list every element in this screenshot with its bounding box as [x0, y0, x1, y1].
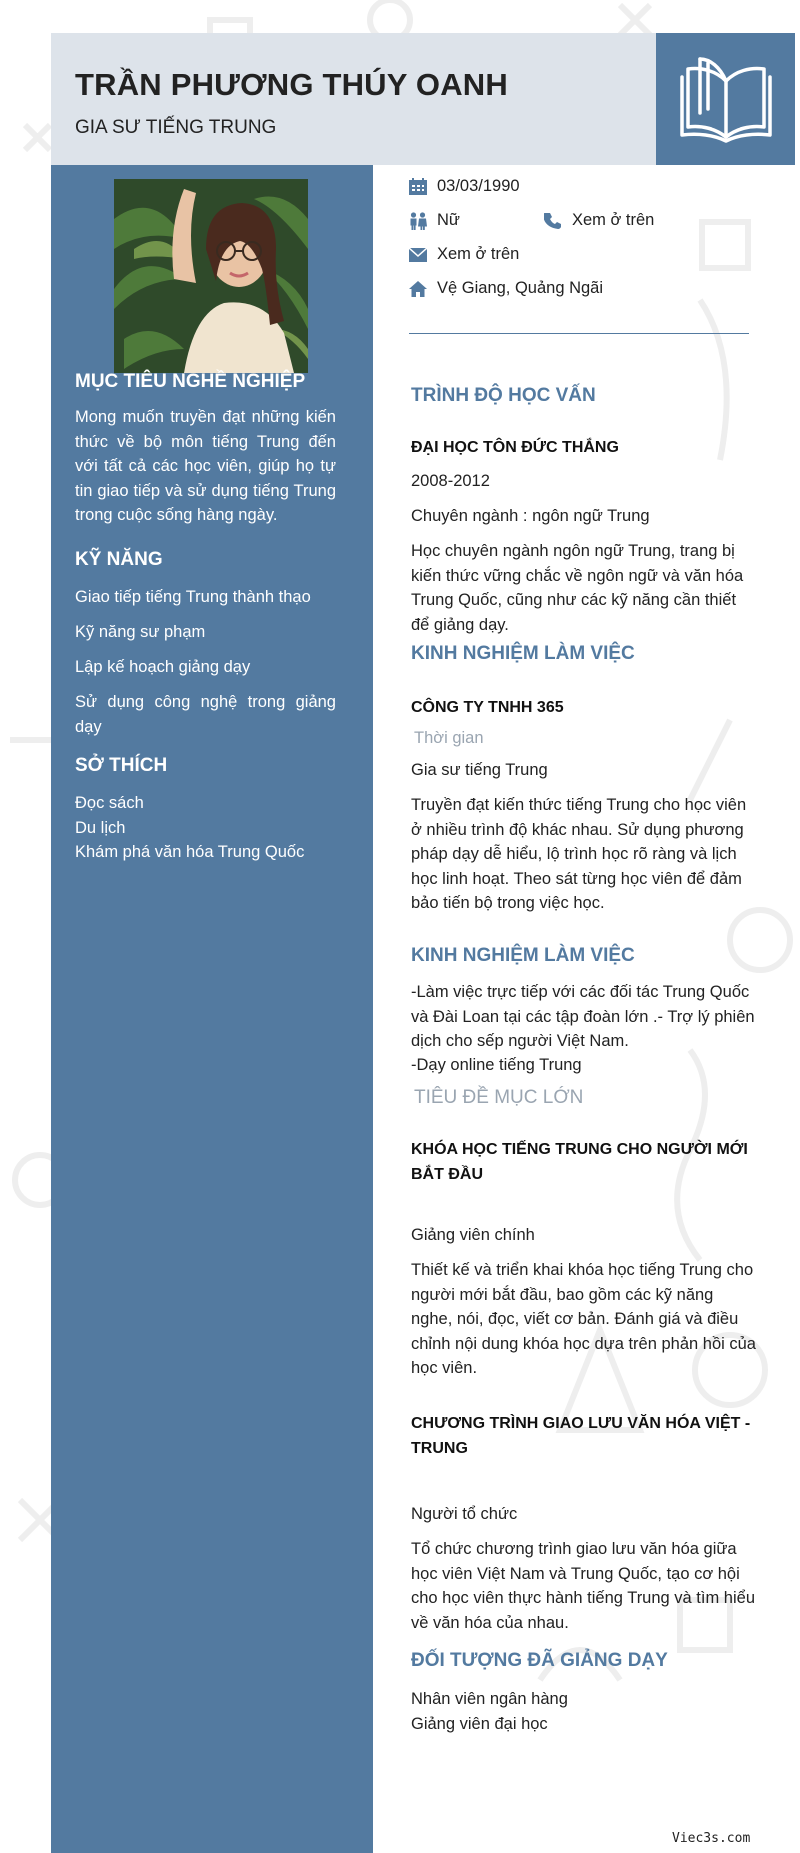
- experience2-line2: -Dạy online tiếng Trung: [411, 1056, 582, 1074]
- experience2-line1: -Làm việc trực tiếp với các đối tác Trung Quốc và Đài Loan tại các tập đoàn lớn .- Trợ lý phiên dịch cho sếp người Việt Nam.: [411, 983, 755, 1050]
- email-icon: [409, 248, 427, 262]
- experience-description: Truyền đạt kiến thức tiếng Trung cho học viên ở nhiều trình độ khác nhau. Sử dụng phương pháp dạy dễ hiểu, lộ trình học rõ ràng và lịch học linh hoạt. Theo sát từng học viên để đảm bảo tiến bộ trong việc học.: [411, 796, 747, 912]
- student-item: Giảng viên đại học: [411, 1715, 548, 1733]
- phone-row: [544, 211, 654, 230]
- education-major: Chuyên ngành : ngôn ngữ Trung: [411, 507, 650, 525]
- project2-title: CHƯƠNG TRÌNH GIAO LƯU VĂN HÓA VIỆT - TRUNG: [411, 1415, 751, 1457]
- gender-row: [409, 211, 460, 230]
- education-years: 2008-2012: [411, 472, 490, 490]
- objective-heading: MỤC TIÊU NGHỀ NGHIỆP: [75, 371, 306, 392]
- birthday-row: [409, 177, 520, 196]
- experience-heading: KINH NGHIỆM LÀM VIỆC: [411, 643, 635, 664]
- hobby-item: Đọc sách: [75, 794, 144, 812]
- skill-item: Kỹ năng sư phạm: [75, 623, 206, 641]
- calendar-icon: [409, 178, 427, 195]
- candidate-role: GIA SƯ TIẾNG TRUNG: [75, 117, 277, 138]
- project1-title: KHÓA HỌC TIẾNG TRUNG CHO NGƯỜI MỚI BẮT ĐẦU: [411, 1141, 748, 1183]
- students-heading: ĐỐI TƯỢNG ĐÃ GIẢNG DẠY: [411, 1650, 668, 1671]
- open-book-icon-svg: [678, 53, 774, 145]
- hobbies-heading: SỞ THÍCH: [75, 755, 168, 776]
- address-row: [409, 279, 603, 298]
- phone-icon: [544, 212, 562, 230]
- skill-item: Lập kế hoạch giảng dạy: [75, 658, 251, 676]
- company-name: CÔNG TY TNHH 365: [411, 699, 564, 716]
- projects-heading: TIÊU ĐỀ MỤC LỚN: [414, 1087, 584, 1108]
- sidebar: [51, 165, 373, 1853]
- experience-time: Thời gian: [414, 729, 484, 747]
- education-description: Học chuyên ngành ngôn ngữ Trung, trang bị kiến thức vững chắc về ngôn ngữ và văn hóa Trung Quốc, cũng như các kỹ năng cần thiết để giảng dạy.: [411, 542, 744, 634]
- resume-page: [51, 33, 795, 1853]
- objective-text: Mong muốn truyền đạt những kiến thức về bộ môn tiếng Trung đến với tất cả các học viên, giúp họ tự tin giao tiếp và sử dụng tiếng Trung trong cuộc sống hàng ngày.: [75, 408, 336, 524]
- skill-item: Sử dụng công nghệ trong giảng dạy: [75, 693, 336, 736]
- education-heading: TRÌNH ĐỘ HỌC VẤN: [411, 385, 596, 406]
- student-item: Nhân viên ngân hàng: [411, 1690, 568, 1708]
- contact-divider: [409, 333, 749, 334]
- experience2-heading: KINH NGHIỆM LÀM VIỆC: [411, 945, 635, 966]
- birthday-value: 03/03/1990: [437, 177, 520, 195]
- project2-role: Người tổ chức: [411, 1505, 518, 1523]
- experience-position: Gia sư tiếng Trung: [411, 761, 548, 779]
- email-row: [409, 245, 519, 264]
- address-value: Vệ Giang, Quảng Ngãi: [437, 279, 604, 297]
- watermark: Viec3s.com: [672, 1831, 751, 1846]
- candidate-name: TRẦN PHƯƠNG THÚY OANH: [75, 67, 508, 102]
- avatar: [114, 179, 308, 373]
- hobby-item: Khám phá văn hóa Trung Quốc: [75, 843, 305, 861]
- gender-value: Nữ: [437, 211, 460, 229]
- gender-icon: [409, 212, 427, 230]
- home-icon: [409, 281, 427, 297]
- school-name: ĐẠI HỌC TÔN ĐỨC THẮNG: [411, 439, 619, 456]
- email-value: Xem ở trên: [437, 245, 520, 263]
- skill-item: Giao tiếp tiếng Trung thành thạo: [75, 588, 311, 606]
- project1-description: Thiết kế và triển khai khóa học tiếng Trung cho người mới bắt đầu, bao gồm các kỹ năng nghe, nói, đọc, viết cơ bản. Đánh giá và điều chỉnh nội dung khóa học dựa trên phản hồi của học viên.: [411, 1261, 756, 1377]
- header: [51, 33, 656, 165]
- skills-heading: KỸ NĂNG: [75, 549, 163, 570]
- open-book-icon: [656, 33, 795, 165]
- project1-role: Giảng viên chính: [411, 1226, 535, 1244]
- project2-description: Tổ chức chương trình giao lưu văn hóa giữa học viên Việt Nam và Trung Quốc, tạo cơ hội cho học viên thực hành tiếng Trung và tìm hiểu về văn hóa của nhau.: [411, 1540, 756, 1632]
- phone-value: Xem ở trên: [572, 211, 655, 229]
- hobby-item: Du lịch: [75, 819, 126, 837]
- main-content: [373, 165, 795, 1853]
